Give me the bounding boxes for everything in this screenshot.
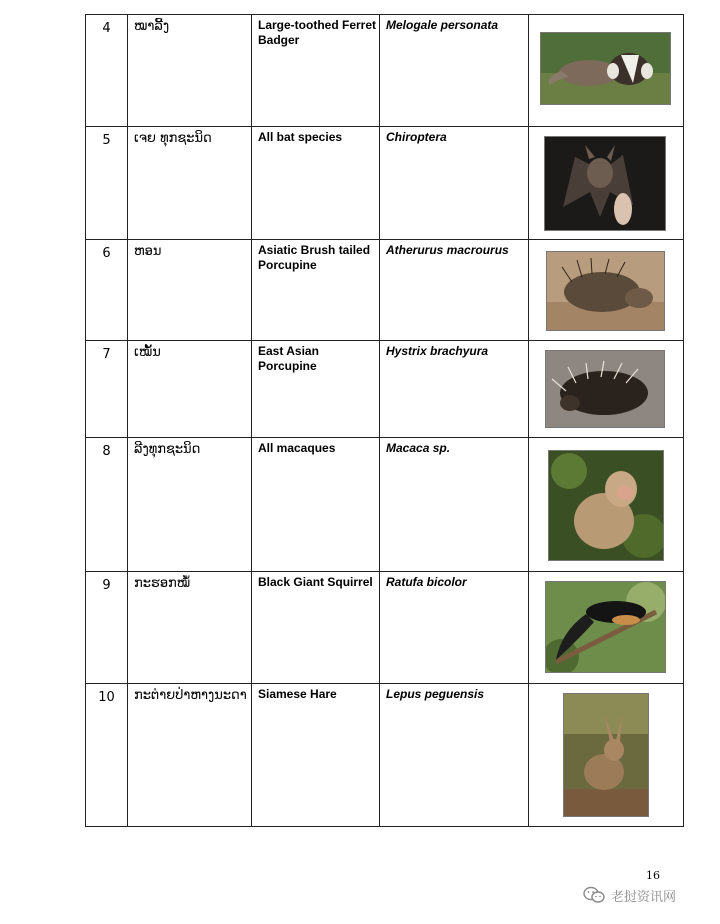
lao-name: ກະຮອກໝໍ້ — [128, 572, 252, 684]
table-row — [86, 572, 684, 684]
row-number: 9 — [86, 572, 128, 684]
row-number: 4 — [86, 15, 128, 127]
scientific-name: Lepus peguensis — [380, 684, 529, 827]
table-row — [86, 127, 684, 240]
english-name: All bat species — [252, 127, 380, 240]
row-number: 8 — [86, 438, 128, 572]
lao-name: ຫອນ — [128, 240, 252, 341]
table-row — [86, 438, 684, 572]
lao-name: ໝາລີ້ງ — [128, 15, 252, 127]
giant-squirrel-photo — [546, 582, 665, 672]
photo-cell — [529, 15, 684, 127]
row-number: 5 — [86, 127, 128, 240]
scientific-name: Hystrix brachyura — [380, 341, 529, 438]
photo-cell — [529, 240, 684, 341]
english-name: Black Giant Squirrel — [252, 572, 380, 684]
lao-name: ກະຕ່າຍປ່າຫາງນະດາ — [128, 684, 252, 827]
bat-photo — [545, 137, 665, 230]
species-table — [85, 14, 684, 827]
scientific-name: Atherurus macrourus — [380, 240, 529, 341]
brush-tailed-porcupine-photo — [547, 252, 664, 330]
table-row — [86, 341, 684, 438]
lao-name: ເໝັ້ນ — [128, 341, 252, 438]
table-row — [86, 684, 684, 827]
photo-cell — [529, 684, 684, 827]
lao-name: ເຈຍ ທຸກຊະນິດ — [128, 127, 252, 240]
scientific-name: Chiroptera — [380, 127, 529, 240]
lao-name: ລີງທຸກຊະນິດ — [128, 438, 252, 572]
scientific-name: Ratufa bicolor — [380, 572, 529, 684]
photo-cell — [529, 341, 684, 438]
row-number: 10 — [86, 684, 128, 827]
row-number: 6 — [86, 240, 128, 341]
english-name: Large-toothed Ferret Badger — [252, 15, 380, 127]
scientific-name: Macaca sp. — [380, 438, 529, 572]
english-name: East Asian Porcupine — [252, 341, 380, 438]
table-row — [86, 15, 684, 127]
watermark-text: 老挝资讯网 — [611, 889, 677, 905]
east-asian-porcupine-photo — [546, 351, 664, 427]
english-name: Asiatic Brush tailed Porcupine — [252, 240, 380, 341]
row-number: 7 — [86, 341, 128, 438]
photo-cell — [529, 127, 684, 240]
ferret-badger-photo — [541, 33, 670, 104]
photo-cell — [529, 438, 684, 572]
scientific-name: Melogale personata — [380, 15, 529, 127]
page-number: 16 — [646, 869, 660, 882]
table-row — [86, 240, 684, 341]
hare-photo — [564, 694, 648, 816]
english-name: All macaques — [252, 438, 380, 572]
photo-cell — [529, 572, 684, 684]
watermark — [583, 884, 676, 906]
english-name: Siamese Hare — [252, 684, 380, 827]
wechat-icon — [583, 886, 605, 904]
macaque-photo — [549, 451, 663, 560]
